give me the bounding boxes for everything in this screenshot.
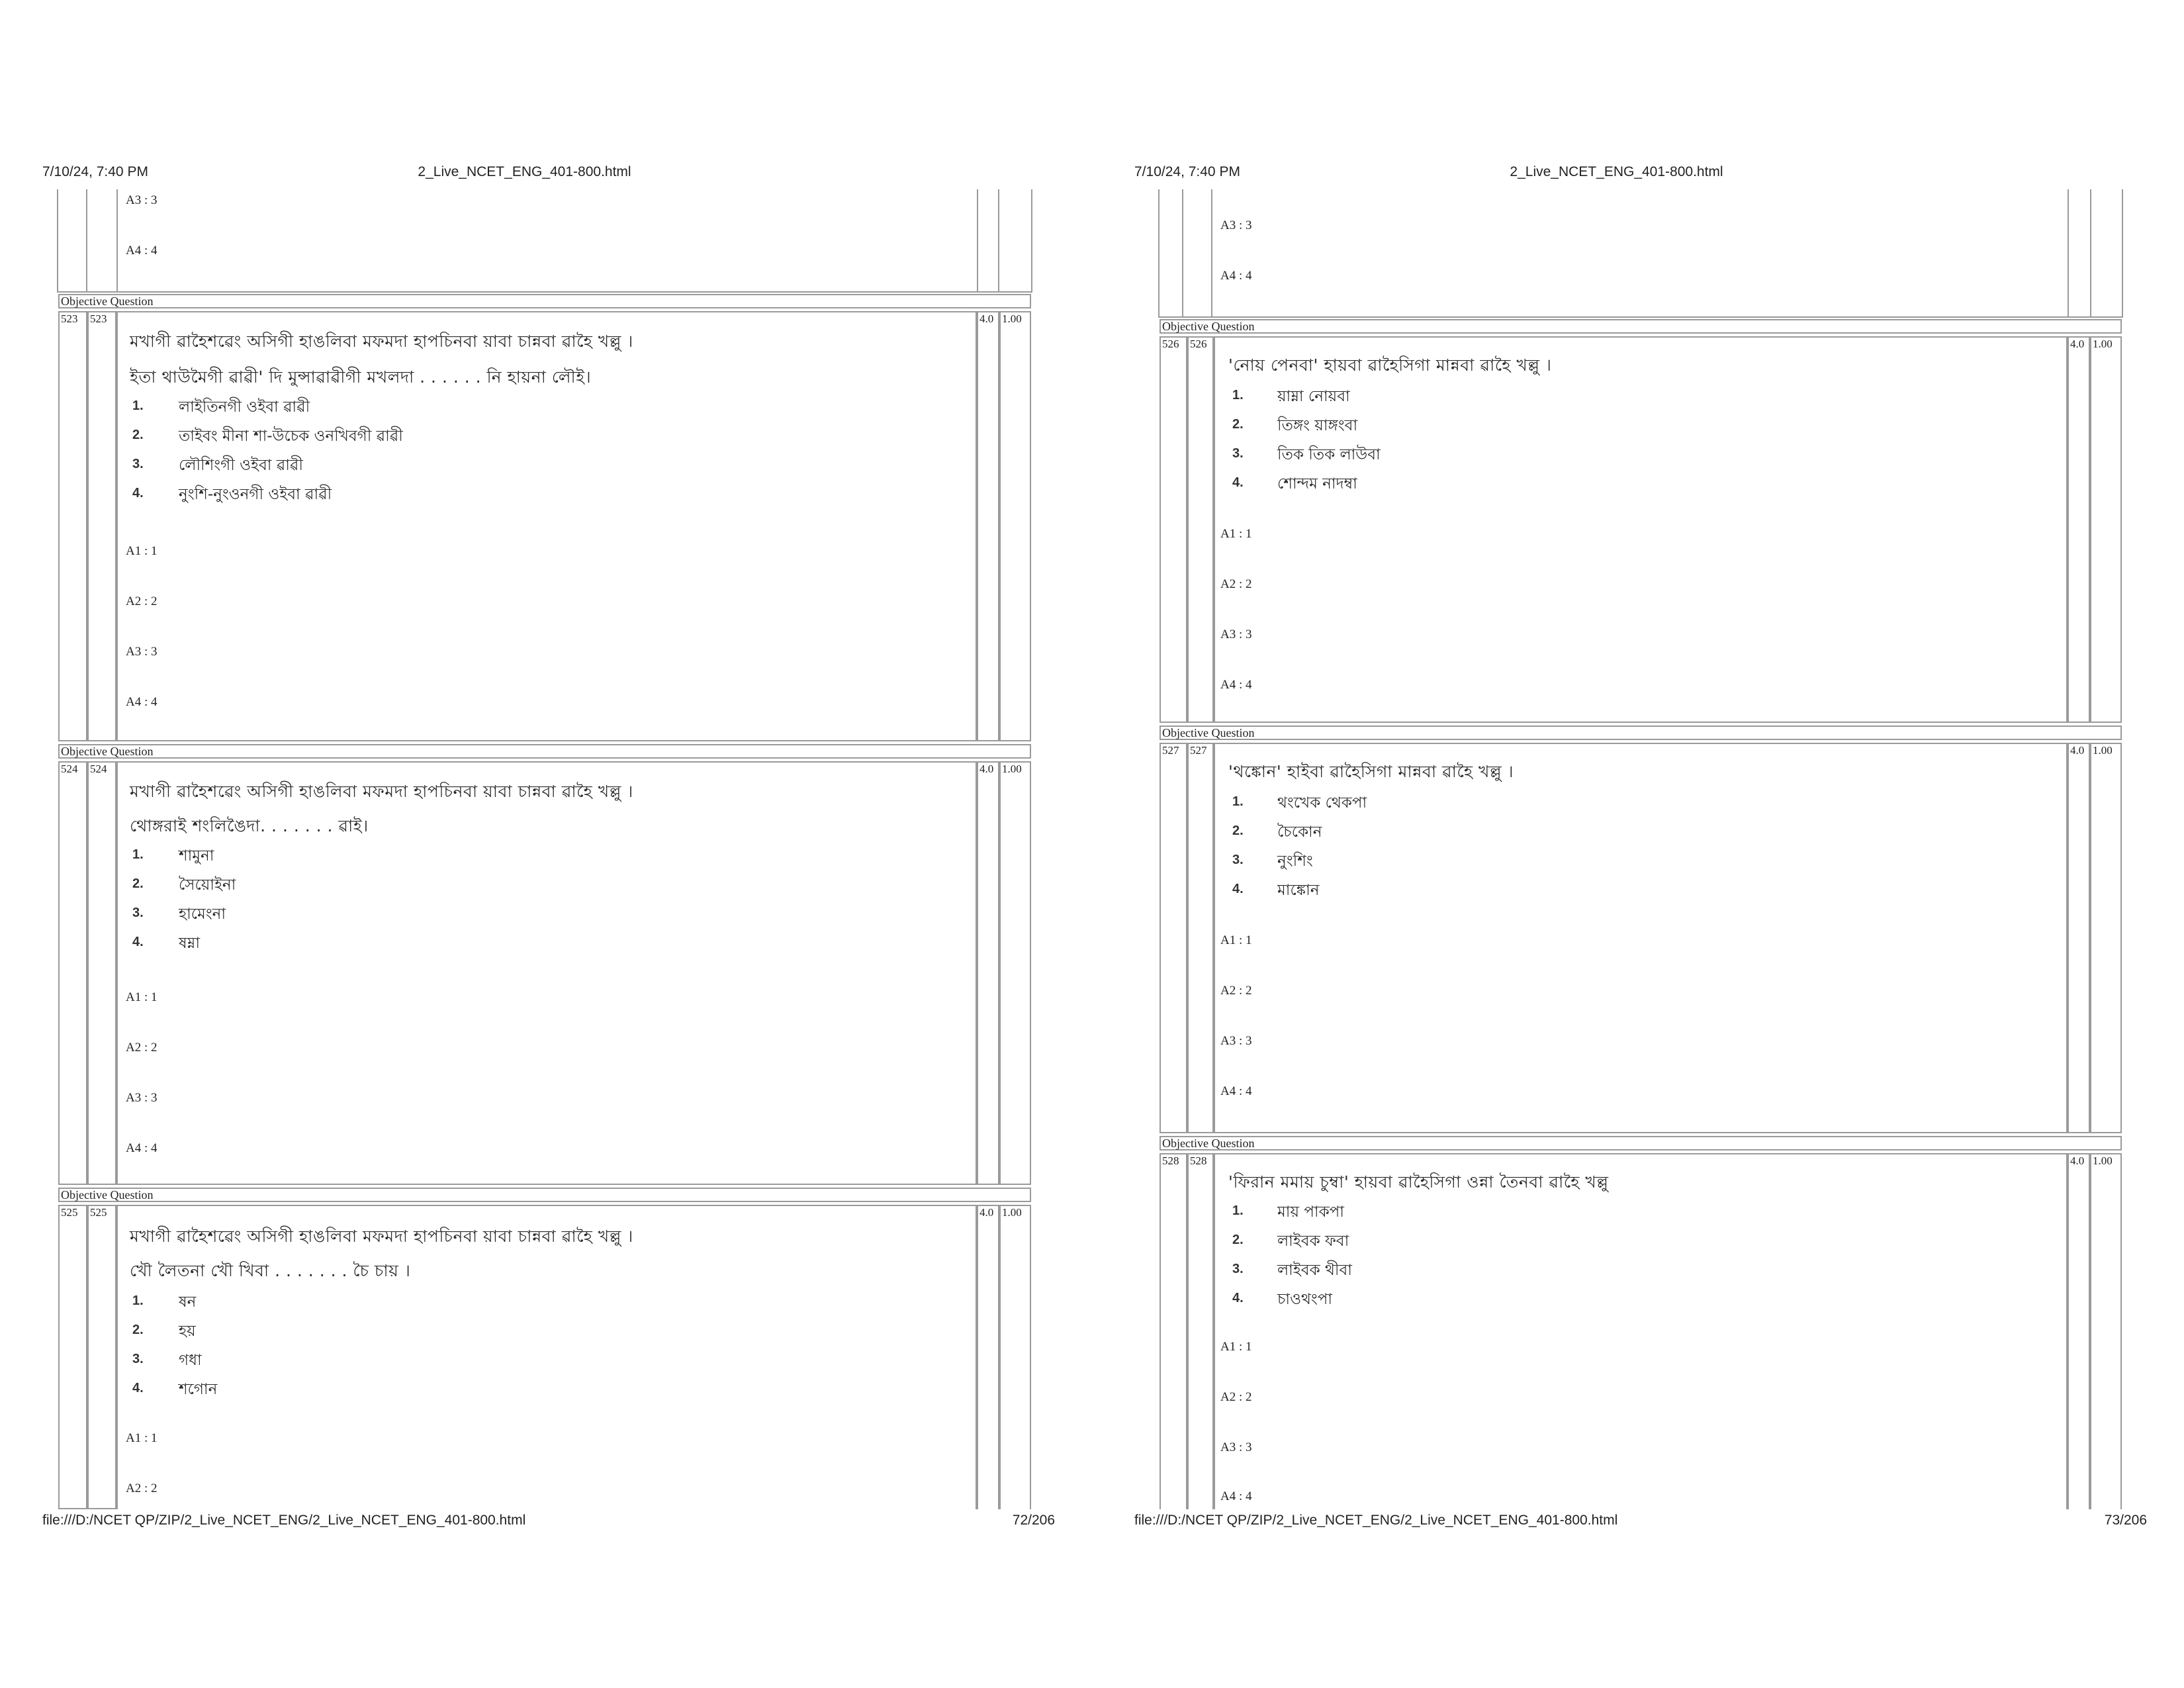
option-text: তিক তিক লাউবা <box>1277 446 1381 463</box>
answer-label: A3 : 3 <box>1220 218 1252 232</box>
question-text: ইতা থাউমৈগী ৱাৱী' দি মুন্সাৱাৱীগী মখলদা . . . . . . নি হায়না লৌই। <box>130 367 592 387</box>
col-line <box>2068 189 2069 318</box>
option-text: মায় পাকপা <box>1277 1203 1344 1221</box>
question-id: 526 <box>1187 336 1214 723</box>
option-text: ষম্না <box>179 935 201 952</box>
question-number: 525 <box>58 1205 87 1509</box>
option-text: হয় <box>179 1323 196 1340</box>
option-text: তিঙ্গং য়াঙ্গংবা <box>1277 417 1358 434</box>
question-text: মখাগী ৱাহৈশৱেং অসিগী হাঙলিবা মফমদা হাপচিনবা য়াবা চান্নবা ৱাহৈ খল্লু । <box>130 782 633 801</box>
option-number: 2. <box>1232 417 1244 432</box>
answer-label: A3 : 3 <box>1220 1440 1252 1454</box>
section-bar: Objective Question <box>58 294 1031 308</box>
answer-label: A3 : 3 <box>126 1091 158 1105</box>
answer-label: A2 : 2 <box>126 594 158 608</box>
section-bar: Objective Question <box>1160 726 2122 740</box>
option-text: চৈকোন <box>1277 823 1322 841</box>
answer-label: A1 : 1 <box>126 544 158 558</box>
answer-label: A3 : 3 <box>126 193 158 207</box>
col-line <box>116 189 118 293</box>
option-number: 1. <box>1232 1203 1244 1218</box>
answer-label: A1 : 1 <box>126 1431 158 1445</box>
file-path: file:///D:/NCET QP/ZIP/2_Live_NCET_ENG/2_Live_NCET_ENG_401-800.html <box>42 1513 526 1528</box>
answer-label: A3 : 3 <box>1220 628 1252 641</box>
answer-label: A3 : 3 <box>1220 1034 1252 1048</box>
question-number: 528 <box>1160 1153 1187 1509</box>
question-number: 527 <box>1160 743 1187 1133</box>
answer-label: A2 : 2 <box>1220 1390 1252 1404</box>
marks: 4.0 <box>977 761 999 1185</box>
option-text: লৌশিংগী ওইবা ৱাৱী <box>179 457 303 474</box>
answer-label: A4 : 4 <box>126 695 158 709</box>
option-number: 4. <box>132 935 144 949</box>
divider <box>1158 316 2123 318</box>
negative-marks: 1.00 <box>999 761 1031 1185</box>
option-text: চাওথংপা <box>1277 1291 1333 1308</box>
question-text: 'ফিরান মমায় চুম্বা' হায়বা ৱাহৈসিগা ওন্না তৈনবা ৱাহৈ খল্লু <box>1228 1172 1609 1192</box>
option-number: 4. <box>1232 475 1244 490</box>
col-line <box>1158 189 1160 318</box>
document-title: 2_Live_NCET_ENG_401-800.html <box>418 164 631 179</box>
answer-label: A1 : 1 <box>1220 527 1252 541</box>
col-line <box>1182 189 1183 318</box>
answer-label: A2 : 2 <box>1220 577 1252 591</box>
col-line <box>998 189 999 293</box>
answer-label: A2 : 2 <box>126 1041 158 1055</box>
negative-marks: 1.00 <box>2090 1153 2122 1509</box>
option-text: শোন্দম নাদম্বা <box>1277 475 1357 492</box>
question-number: 526 <box>1160 336 1187 723</box>
option-text: সৈয়োইনা <box>179 876 236 894</box>
marks: 4.0 <box>2068 336 2090 723</box>
option-number: 1. <box>1232 388 1244 402</box>
option-number: 2. <box>1232 1233 1244 1247</box>
option-text: ষন <box>179 1293 197 1311</box>
answer-label: A4 : 4 <box>1220 678 1252 692</box>
option-text: থংখেক থেকপা <box>1277 794 1367 812</box>
option-number: 1. <box>132 1293 144 1308</box>
marks: 4.0 <box>2068 1153 2090 1509</box>
col-line <box>977 189 978 293</box>
marks: 4.0 <box>2068 743 2090 1133</box>
document-title: 2_Live_NCET_ENG_401-800.html <box>1510 164 1723 179</box>
option-number: 1. <box>1232 794 1244 809</box>
option-text: হামেংনা <box>179 906 226 923</box>
option-text: য়াম্না নোয়বা <box>1277 388 1350 405</box>
question-id: 525 <box>87 1205 116 1509</box>
option-number: 3. <box>132 906 144 920</box>
option-number: 1. <box>132 399 144 413</box>
question-number: 524 <box>58 761 87 1185</box>
question-text: থোঙ্গরাই শংলিঙৈদা. . . . . . . ৱাই। <box>130 816 369 835</box>
question-text: মখাগী ৱাহৈশৱেং অসিগী হাঙলিবা মফমদা হাপচিনবা য়াবা চান্নবা ৱাহৈ খল্লু । <box>130 1227 633 1246</box>
question-text: 'থঙ্কোন' হাইবা ৱাহৈসিগা মান্নবা ৱাহৈ খল্লু । <box>1228 762 1514 781</box>
section-bar: Objective Question <box>58 744 1031 759</box>
answer-label: A1 : 1 <box>1220 1340 1252 1354</box>
marks: 4.0 <box>977 1205 999 1509</box>
option-text: লাইতিনগী ওইবা ৱাৱী <box>179 399 310 416</box>
option-text: নুংশিং <box>1277 853 1313 870</box>
negative-marks: 1.00 <box>2090 336 2122 723</box>
option-text: মাঙ্কোন <box>1277 882 1320 899</box>
option-number: 3. <box>1232 853 1244 867</box>
option-number: 2. <box>132 876 144 891</box>
page-73 <box>1092 0 2184 1688</box>
negative-marks: 1.00 <box>2090 743 2122 1133</box>
answer-label: A4 : 4 <box>126 244 158 258</box>
question-text: মখাগী ৱাহৈশৱেং অসিগী হাঙলিবা মফমদা হাপচিনবা য়াবা চান্নবা ৱাহৈ খল্লু । <box>130 332 633 351</box>
negative-marks: 1.00 <box>999 1205 1031 1509</box>
question-id: 528 <box>1187 1153 1214 1509</box>
option-number: 3. <box>132 457 144 471</box>
section-bar: Objective Question <box>1160 319 2122 334</box>
option-text: শামুনা <box>179 847 214 865</box>
option-number: 4. <box>1232 882 1244 896</box>
question-id: 523 <box>87 311 116 741</box>
answer-label: A2 : 2 <box>1220 984 1252 998</box>
option-text: লাইবক থীবা <box>1277 1262 1352 1279</box>
answer-label: A4 : 4 <box>126 1141 158 1155</box>
print-date: 7/10/24, 7:40 PM <box>1134 164 1240 179</box>
option-number: 3. <box>132 1352 144 1366</box>
col-line <box>57 189 58 293</box>
option-number: 4. <box>1232 1291 1244 1305</box>
option-text: গধা <box>179 1352 202 1369</box>
answer-label: A1 : 1 <box>1220 933 1252 947</box>
page-number: 73/206 <box>2104 1513 2147 1528</box>
negative-marks: 1.00 <box>999 311 1031 741</box>
question-id: 524 <box>87 761 116 1185</box>
answer-label: A3 : 3 <box>126 645 158 659</box>
question-id: 527 <box>1187 743 1214 1133</box>
option-text: লাইবক ফবা <box>1277 1233 1349 1250</box>
option-text: নুংশি-নুংওনগী ওইবা ৱাৱী <box>179 486 332 503</box>
option-number: 1. <box>132 847 144 862</box>
section-bar: Objective Question <box>1160 1136 2122 1150</box>
option-text: শগোন <box>179 1381 218 1398</box>
option-number: 3. <box>1232 446 1244 461</box>
file-path: file:///D:/NCET QP/ZIP/2_Live_NCET_ENG/2_Live_NCET_ENG_401-800.html <box>1134 1513 1618 1528</box>
option-text: তাইবং মীনা শা-উচেক ওনখিবগী ৱাৱী <box>179 428 403 445</box>
option-number: 4. <box>132 486 144 500</box>
col-line <box>1211 189 1212 318</box>
col-line <box>2122 189 2123 318</box>
divider <box>57 291 1032 293</box>
marks: 4.0 <box>977 311 999 741</box>
question-text: খৌ লৈতনা খৌ খিবা . . . . . . . চৈ চায় । <box>130 1261 411 1280</box>
option-number: 4. <box>132 1381 144 1395</box>
col-line <box>86 189 87 293</box>
option-number: 3. <box>1232 1262 1244 1276</box>
col-line <box>2090 189 2091 318</box>
option-number: 2. <box>132 428 144 442</box>
answer-label: A2 : 2 <box>126 1481 158 1495</box>
print-date: 7/10/24, 7:40 PM <box>42 164 148 179</box>
question-text: 'নোয় পেনবা' হায়বা ৱাহৈসিগা মান্নবা ৱাহৈ খল্লু । <box>1228 355 1552 375</box>
answer-label: A4 : 4 <box>1220 1084 1252 1098</box>
col-line <box>1031 189 1032 293</box>
answer-label: A1 : 1 <box>126 990 158 1004</box>
option-number: 2. <box>132 1323 144 1337</box>
question-number: 523 <box>58 311 87 741</box>
section-bar: Objective Question <box>58 1188 1031 1202</box>
page-number: 72/206 <box>1012 1513 1055 1528</box>
answer-label: A4 : 4 <box>1220 1489 1252 1503</box>
answer-label: A4 : 4 <box>1220 269 1252 283</box>
option-number: 2. <box>1232 823 1244 838</box>
